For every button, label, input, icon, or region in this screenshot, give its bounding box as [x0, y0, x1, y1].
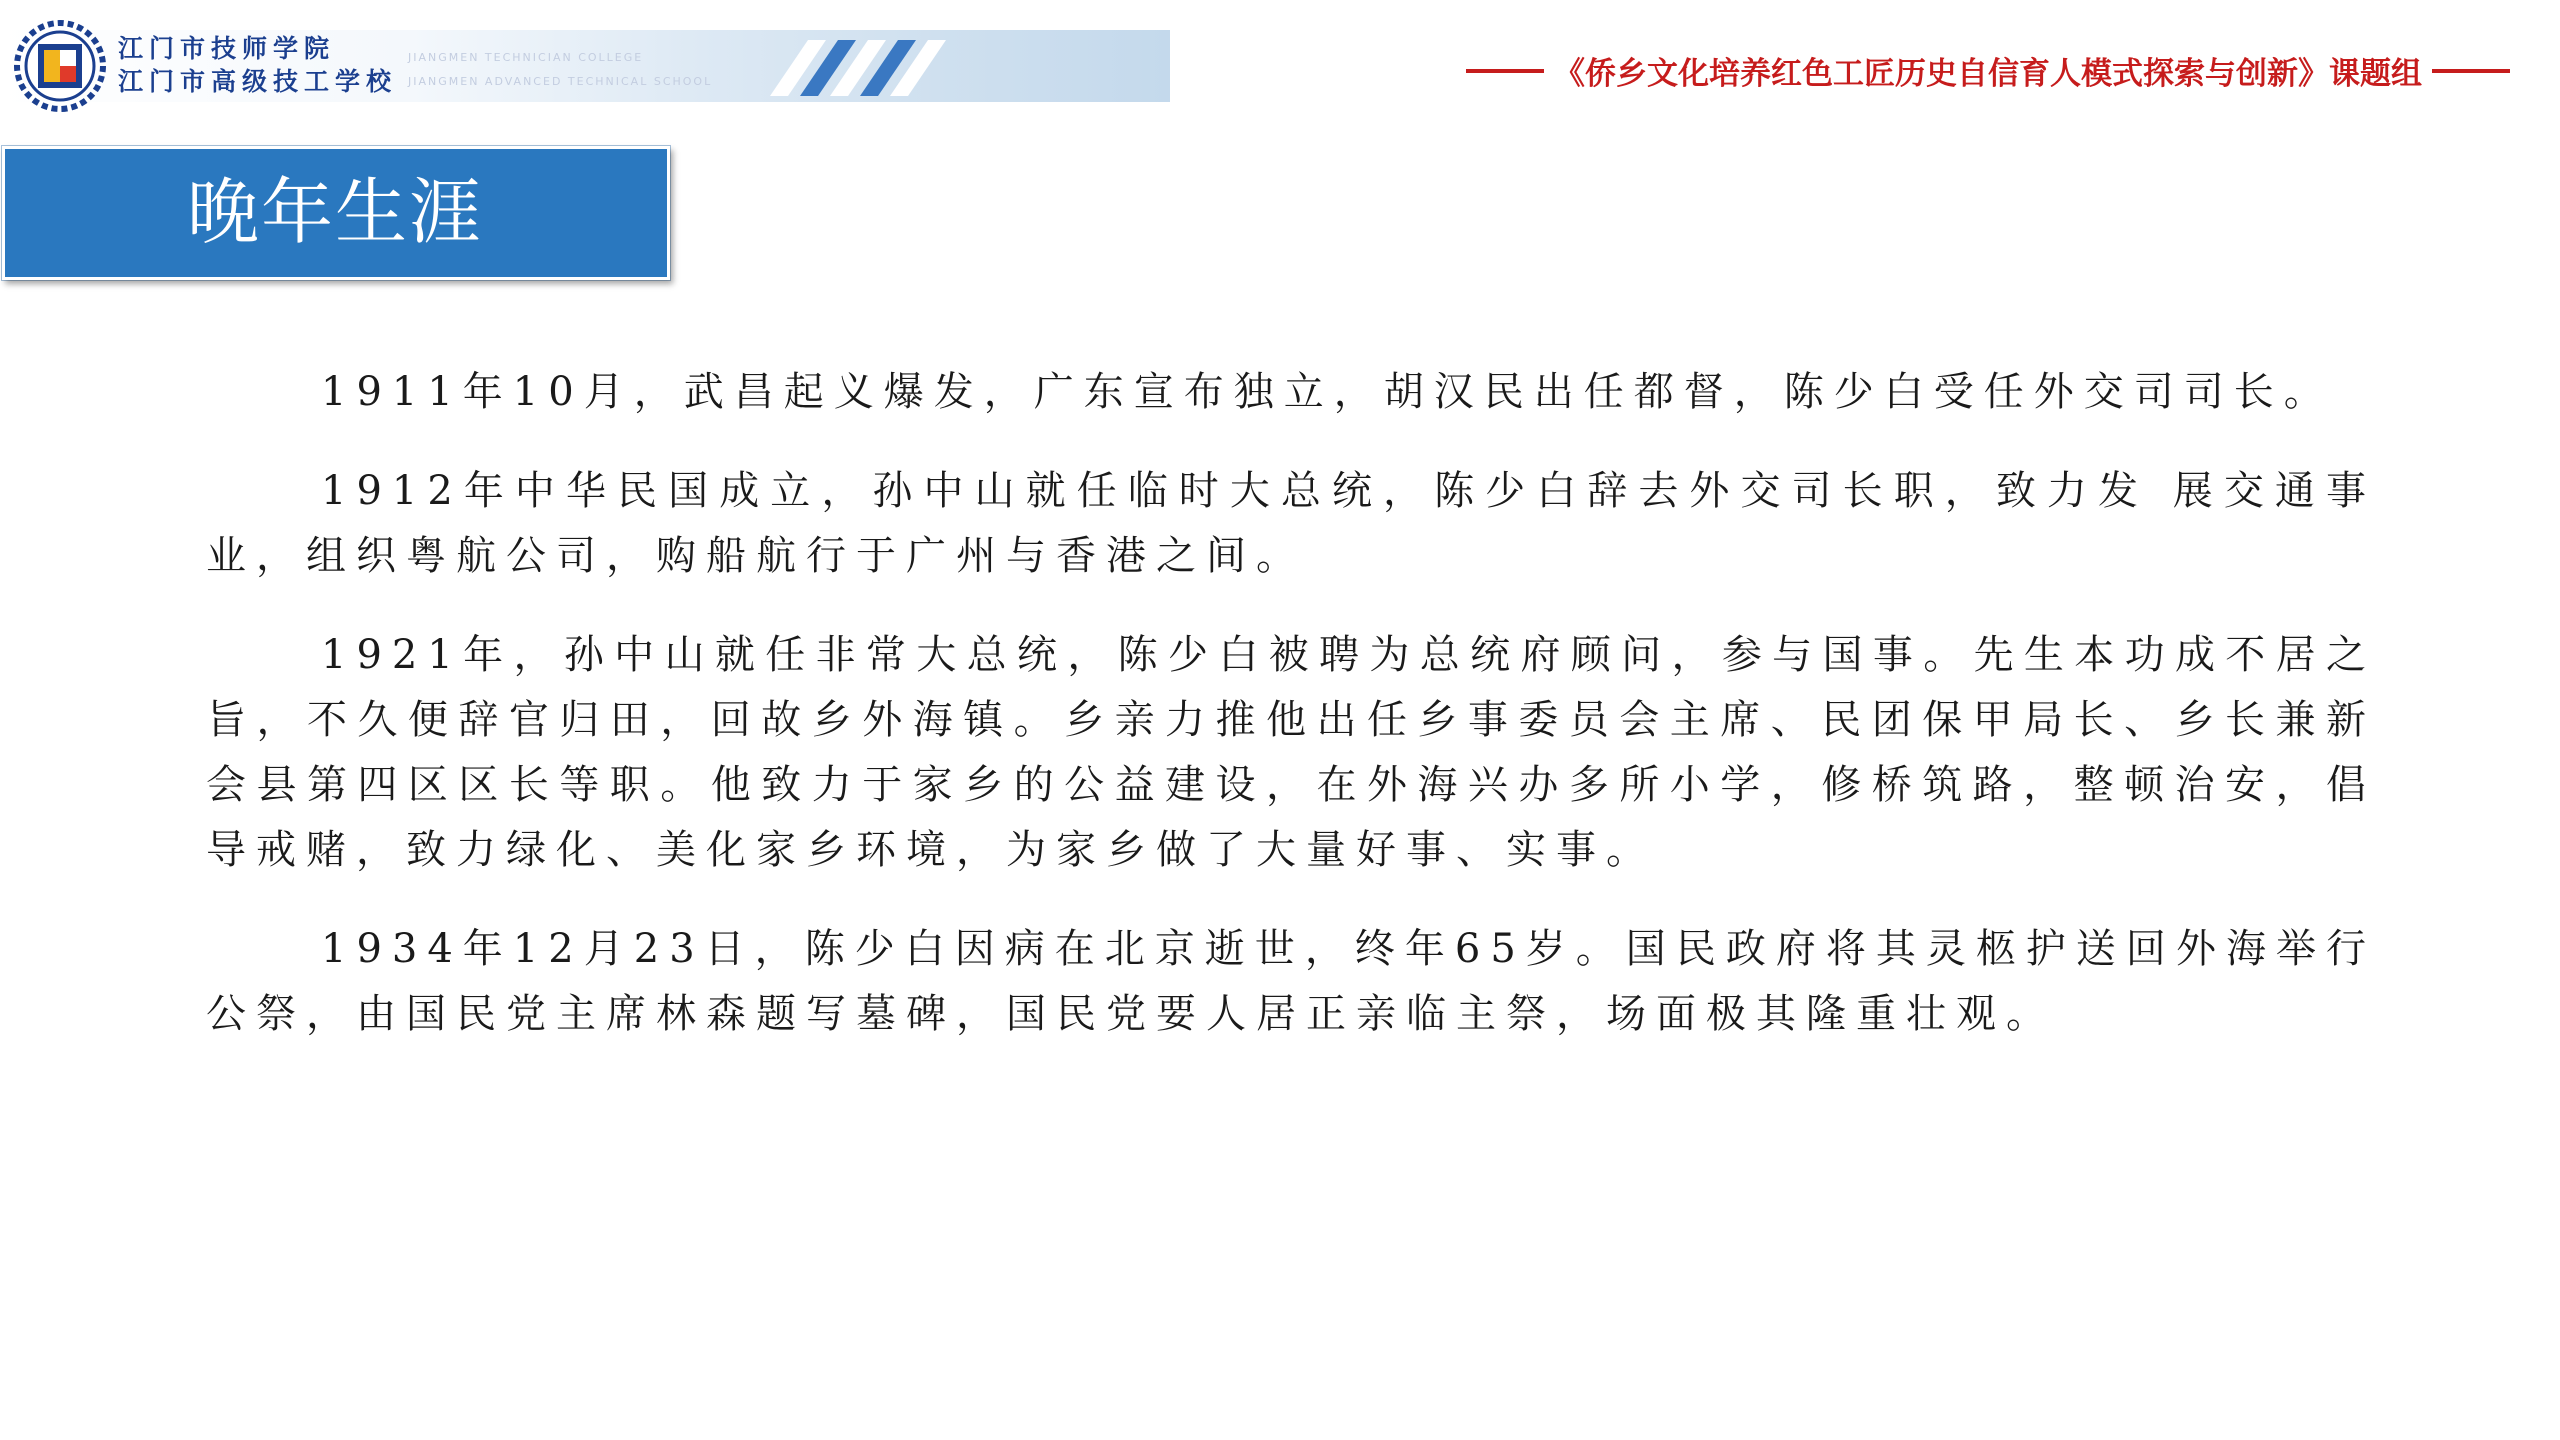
paragraph-1912: 1912年中华民国成立，孙中山就任临时大总统，陈少白辞去外交司长职，致力发 展交通事业，组织粤航公司，购船航行于广州与香港之间。	[206, 468, 2376, 579]
school-emblem-icon	[14, 20, 106, 112]
paragraph-1921: 1921年，孙中山就任非常大总统，陈少白被聘为总统府顾问，参与国事。先生本功成不居之旨，不久便辞官归田，回故乡外海镇。乡亲力推他出任乡事委员会主席、民团保甲局长、乡长兼新会县第四区区长等职。他致力于家乡的公益建设，在外海兴办多所小学，修桥筑路，整顿治安，倡导戒赌，致力绿化、美化家乡环境，为家乡做了大量好事、实事。	[206, 632, 2376, 873]
school-name-block	[118, 32, 408, 102]
body-text	[206, 360, 2376, 1081]
decorative-stripes	[770, 40, 1170, 96]
section-title-box	[2, 146, 670, 280]
topic-dash-right	[2432, 69, 2510, 73]
school-name-cn-2: 江门市高级技工学校	[118, 67, 398, 96]
paragraph-1911: 1911年10月，武昌起义爆发，广东宣布独立，胡汉民出任都督，陈少白受任外交司司长。	[321, 369, 2334, 415]
topic-dash-left	[1466, 69, 1544, 73]
school-name-en-block	[408, 46, 788, 94]
topic-header	[1456, 48, 2520, 93]
school-name-en-2: JIANGMEN ADVANCED TECHNICAL SCHOOL	[408, 75, 713, 88]
section-title: 晚年生涯	[187, 170, 484, 254]
school-name-en-1: JIANGMEN TECHNICIAN COLLEGE	[408, 51, 644, 64]
paragraph-1934: 1934年12月23日，陈少白因病在北京逝世，终年65岁。国民政府将其灵柩护送回外海举行公祭，由国民党主席林森题写墓碑，国民党要人居正亲临主祭，场面极其隆重壮观。	[206, 926, 2376, 1037]
topic-text: 《侨乡文化培养红色工匠历史自信育人模式探索与创新》课题组	[1554, 56, 2422, 92]
school-name-cn-1: 江门市技师学院	[118, 34, 336, 63]
